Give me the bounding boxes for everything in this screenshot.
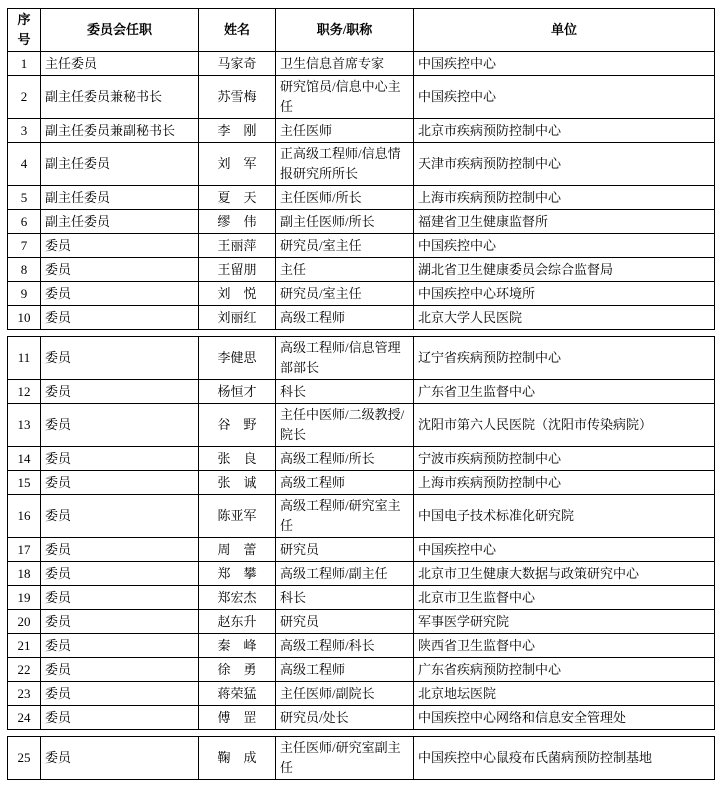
- cell-role: 委员: [41, 234, 199, 258]
- committee-table-segment-2: [7, 336, 715, 730]
- cell-name: 谷 野: [199, 404, 276, 447]
- cell-title: 高级工程师/信息管理部部长: [276, 337, 414, 380]
- cell-title: 研究员/室主任: [276, 282, 414, 306]
- table-row: [8, 52, 715, 76]
- cell-no: 6: [8, 210, 41, 234]
- cell-title: 主任医师/研究室副主任: [276, 737, 414, 780]
- cell-title: 高级工程师/研究室主任: [276, 495, 414, 538]
- cell-title: 研究员/室主任: [276, 234, 414, 258]
- cell-name: 秦 峰: [199, 634, 276, 658]
- cell-no: 23: [8, 682, 41, 706]
- cell-title: 主任医师/副院长: [276, 682, 414, 706]
- cell-title: 主任: [276, 258, 414, 282]
- cell-no: 24: [8, 706, 41, 730]
- cell-no: 8: [8, 258, 41, 282]
- cell-role: 委员: [41, 495, 199, 538]
- cell-name: 刘 军: [199, 143, 276, 186]
- cell-no: 18: [8, 562, 41, 586]
- table-row: [8, 682, 715, 706]
- cell-name: 郑 攀: [199, 562, 276, 586]
- cell-title: 高级工程师: [276, 306, 414, 330]
- cell-name: 徐 勇: [199, 658, 276, 682]
- table-row: [8, 306, 715, 330]
- cell-name: 蒋荣猛: [199, 682, 276, 706]
- cell-no: 13: [8, 404, 41, 447]
- cell-role: 副主任委员: [41, 210, 199, 234]
- cell-org: 中国疾控中心网络和信息安全管理处: [414, 706, 715, 730]
- cell-org: 湖北省卫生健康委员会综合监督局: [414, 258, 715, 282]
- table-row: [8, 337, 715, 380]
- cell-org: 广东省卫生监督中心: [414, 380, 715, 404]
- cell-no: 10: [8, 306, 41, 330]
- cell-org: 沈阳市第六人民医院（沈阳市传染病院）: [414, 404, 715, 447]
- cell-title: 主任医师/所长: [276, 186, 414, 210]
- table-row: [8, 634, 715, 658]
- table-row: [8, 658, 715, 682]
- cell-title: 高级工程师/科长: [276, 634, 414, 658]
- cell-no: 25: [8, 737, 41, 780]
- column-header-no: 序号: [8, 9, 41, 52]
- cell-org: 中国疾控中心: [414, 538, 715, 562]
- cell-name: 刘丽红: [199, 306, 276, 330]
- cell-role: 委员: [41, 634, 199, 658]
- cell-org: 宁波市疾病预防控制中心: [414, 447, 715, 471]
- cell-name: 张 诚: [199, 471, 276, 495]
- cell-org: 北京市卫生健康大数据与政策研究中心: [414, 562, 715, 586]
- column-header-name: 姓名: [199, 9, 276, 52]
- cell-name: 夏 天: [199, 186, 276, 210]
- column-header-title: 职务/职称: [276, 9, 414, 52]
- cell-name: 杨恒才: [199, 380, 276, 404]
- cell-no: 7: [8, 234, 41, 258]
- table-row: [8, 610, 715, 634]
- cell-title: 主任中医师/二级教授/院长: [276, 404, 414, 447]
- column-header-role: 委员会任职: [41, 9, 199, 52]
- cell-org: 北京市疾病预防控制中心: [414, 119, 715, 143]
- cell-name: 赵东升: [199, 610, 276, 634]
- cell-org: 上海市疾病预防控制中心: [414, 186, 715, 210]
- table-row: [8, 471, 715, 495]
- cell-name: 张 良: [199, 447, 276, 471]
- table-row: [8, 586, 715, 610]
- cell-no: 21: [8, 634, 41, 658]
- cell-org: 中国疾控中心鼠疫布氏菌病预防控制基地: [414, 737, 715, 780]
- cell-org: 北京市卫生监督中心: [414, 586, 715, 610]
- table-row: [8, 538, 715, 562]
- cell-org: 北京地坛医院: [414, 682, 715, 706]
- cell-org: 中国疾控中心环境所: [414, 282, 715, 306]
- table-header-row: [8, 9, 715, 52]
- cell-org: 辽宁省疾病预防控制中心: [414, 337, 715, 380]
- cell-name: 王留朋: [199, 258, 276, 282]
- cell-name: 刘 悦: [199, 282, 276, 306]
- cell-name: 王丽萍: [199, 234, 276, 258]
- cell-no: 5: [8, 186, 41, 210]
- cell-title: 高级工程师: [276, 658, 414, 682]
- table-row: [8, 143, 715, 186]
- cell-no: 22: [8, 658, 41, 682]
- cell-org: 中国疾控中心: [414, 52, 715, 76]
- cell-role: 委员: [41, 447, 199, 471]
- table-row: [8, 737, 715, 780]
- table-row: [8, 562, 715, 586]
- cell-no: 14: [8, 447, 41, 471]
- cell-org: 上海市疾病预防控制中心: [414, 471, 715, 495]
- cell-org: 天津市疾病预防控制中心: [414, 143, 715, 186]
- cell-name: 傅 罡: [199, 706, 276, 730]
- table-row: [8, 119, 715, 143]
- cell-no: 3: [8, 119, 41, 143]
- cell-no: 4: [8, 143, 41, 186]
- cell-role: 委员: [41, 682, 199, 706]
- cell-title: 高级工程师/副主任: [276, 562, 414, 586]
- committee-table-segment-1: [7, 8, 715, 330]
- cell-role: 委员: [41, 306, 199, 330]
- cell-no: 17: [8, 538, 41, 562]
- cell-name: 鞠 成: [199, 737, 276, 780]
- cell-org: 福建省卫生健康监督所: [414, 210, 715, 234]
- cell-role: 副主任委员: [41, 186, 199, 210]
- cell-name: 李 刚: [199, 119, 276, 143]
- cell-no: 20: [8, 610, 41, 634]
- cell-org: 广东省疾病预防控制中心: [414, 658, 715, 682]
- cell-title: 研究员/处长: [276, 706, 414, 730]
- table-row: [8, 234, 715, 258]
- cell-role: 委员: [41, 586, 199, 610]
- table-row: [8, 706, 715, 730]
- cell-title: 卫生信息首席专家: [276, 52, 414, 76]
- cell-name: 苏雪梅: [199, 76, 276, 119]
- cell-org: 中国疾控中心: [414, 234, 715, 258]
- cell-role: 副主任委员: [41, 143, 199, 186]
- table-row: [8, 380, 715, 404]
- table-row: [8, 186, 715, 210]
- cell-role: 委员: [41, 658, 199, 682]
- cell-org: 陕西省卫生监督中心: [414, 634, 715, 658]
- cell-title: 科长: [276, 380, 414, 404]
- cell-role: 副主任委员兼副秘书长: [41, 119, 199, 143]
- table-row: [8, 210, 715, 234]
- cell-title: 正高级工程师/信息情报研究所所长: [276, 143, 414, 186]
- cell-no: 11: [8, 337, 41, 380]
- cell-role: 委员: [41, 337, 199, 380]
- cell-role: 委员: [41, 562, 199, 586]
- cell-title: 主任医师: [276, 119, 414, 143]
- table-row: [8, 258, 715, 282]
- cell-title: 科长: [276, 586, 414, 610]
- cell-name: 郑宏杰: [199, 586, 276, 610]
- cell-title: 研究员: [276, 610, 414, 634]
- cell-org: 中国电子技术标准化研究院: [414, 495, 715, 538]
- cell-role: 副主任委员兼秘书长: [41, 76, 199, 119]
- cell-name: 周 蕾: [199, 538, 276, 562]
- cell-title: 高级工程师/所长: [276, 447, 414, 471]
- cell-role: 委员: [41, 538, 199, 562]
- cell-role: 委员: [41, 404, 199, 447]
- column-header-org: 单位: [414, 9, 715, 52]
- cell-role: 委员: [41, 258, 199, 282]
- cell-title: 研究馆员/信息中心主任: [276, 76, 414, 119]
- cell-role: 主任委员: [41, 52, 199, 76]
- table-row: [8, 495, 715, 538]
- table-row: [8, 404, 715, 447]
- cell-role: 委员: [41, 471, 199, 495]
- table-row: [8, 282, 715, 306]
- cell-role: 委员: [41, 706, 199, 730]
- cell-no: 15: [8, 471, 41, 495]
- cell-name: 陈亚军: [199, 495, 276, 538]
- cell-org: 中国疾控中心: [414, 76, 715, 119]
- committee-table-segment-3: [7, 736, 715, 780]
- cell-no: 16: [8, 495, 41, 538]
- cell-no: 9: [8, 282, 41, 306]
- cell-title: 高级工程师: [276, 471, 414, 495]
- cell-role: 委员: [41, 282, 199, 306]
- cell-name: 马家奇: [199, 52, 276, 76]
- cell-title: 研究员: [276, 538, 414, 562]
- cell-no: 2: [8, 76, 41, 119]
- cell-role: 委员: [41, 737, 199, 780]
- cell-name: 缪 伟: [199, 210, 276, 234]
- cell-name: 李健思: [199, 337, 276, 380]
- cell-no: 19: [8, 586, 41, 610]
- cell-role: 委员: [41, 610, 199, 634]
- cell-title: 副主任医师/所长: [276, 210, 414, 234]
- table-row: [8, 447, 715, 471]
- cell-no: 1: [8, 52, 41, 76]
- cell-role: 委员: [41, 380, 199, 404]
- cell-no: 12: [8, 380, 41, 404]
- cell-org: 北京大学人民医院: [414, 306, 715, 330]
- table-row: [8, 76, 715, 119]
- cell-org: 军事医学研究院: [414, 610, 715, 634]
